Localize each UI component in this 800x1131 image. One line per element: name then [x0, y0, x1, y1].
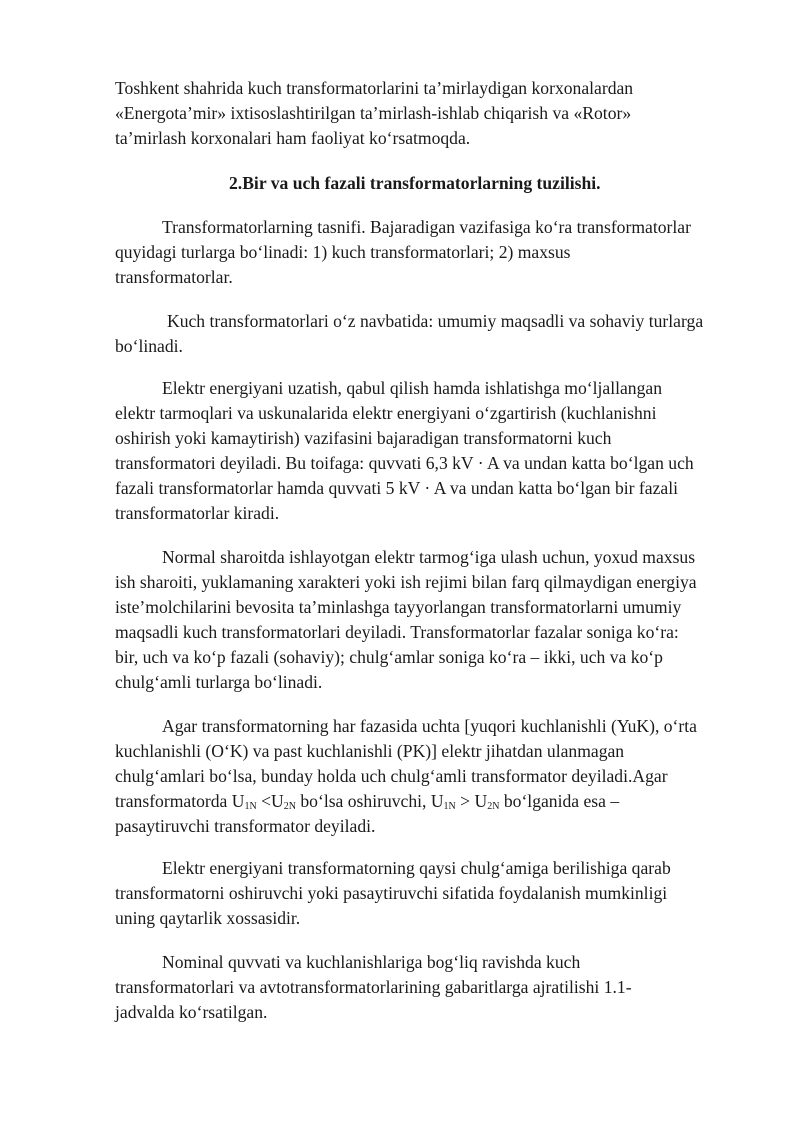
formula-text: <U: [256, 791, 284, 811]
formula-text: bo‘lganida esa –: [499, 791, 620, 811]
text-line: chulg‘amlari bo‘lsa, bunday holda uch chulg‘amli transformator deyiladi.Agar: [115, 766, 668, 786]
formula-text: > U: [455, 791, 488, 811]
text-line: bo‘linadi.: [115, 336, 183, 356]
formula-line: [115, 789, 619, 814]
text-line: Elektr energiyani uzatish, qabul qilish hamda ishlatishga mo‘ljallangan: [162, 378, 662, 398]
text-line: Normal sharoitda ishlayotgan elektr tarmog‘iga ulash uchun, yoxud maxsus: [162, 547, 696, 567]
text-line: transformatorlar.: [115, 267, 233, 287]
subscript: 2N: [283, 801, 296, 812]
text-line: iste’molchilarini bevosita ta’minlashga tayyorlangan transformatorlarni umumiy: [115, 597, 682, 617]
text-line: elektr tarmoqlari va uskunalarida elektr energiyani o‘zgartirish (kuchlanishni: [115, 403, 657, 423]
text-line: maqsadli kuch transformatorlari deyiladi. Transformatorlar fazalar soniga ko‘ra:: [115, 622, 679, 642]
text-line: oshirish yoki kamaytirish) vazifasini bajaradigan transformatorni kuch: [115, 428, 612, 448]
text-line: transformatorlar kiradi.: [115, 503, 280, 523]
text-line: Agar transformatorning har fazasida uchta [yuqori kuchlanishli (YuK), o‘rta: [162, 716, 697, 736]
subscript: 1N: [443, 801, 456, 812]
text-line: Transformatorlarning tasnifi. Bajaradigan vazifasiga ko‘ra transformatorlar: [162, 217, 691, 237]
text-line: transformatori deyiladi. Bu toifaga: quvvati 6,3 kV · A va undan katta bo‘lgan uch: [115, 453, 694, 473]
text-line: ish sharoiti, yuklamaning xarakteri yoki ish rejimi bilan farq qilmaydigan energiya: [115, 572, 697, 592]
text-line: Nominal quvvati va kuchlanishlariga bog‘liq ravishda kuch: [162, 952, 581, 972]
text-line: chulg‘amli turlarga bo‘linadi.: [115, 672, 323, 692]
text-line: Toshkent shahrida kuch transformatorlarini ta’mirlaydigan korxonalardan: [115, 78, 634, 98]
text-line: Kuch transformatorlari o‘z navbatida: umumiy maqsadli va sohaviy turlarga: [167, 311, 704, 331]
text-line: «Energota’mir» ixtisoslashtirilgan ta’mirlash-ishlab chiqarish va «Rotor»: [115, 103, 632, 123]
text-line: uning qaytarlik xossasidir.: [115, 908, 301, 928]
text-line: transformatorni oshiruvchi yoki pasaytiruvchi sifatida foydalanish mumkinligi: [115, 883, 668, 903]
text-line: kuchlanishli (O‘K) va past kuchlanishli (PK)] elektr jihatdan ulanmagan: [115, 741, 625, 761]
section-heading: 2.Bir va uch fazali transformatorlarning tuzilishi.: [229, 173, 601, 193]
subscript: 1N: [244, 801, 257, 812]
subscript: 2N: [487, 801, 500, 812]
text-line: jadvalda ko‘rsatilgan.: [115, 1002, 268, 1022]
text-line: transformatorlari va avtotransformatorlarining gabaritlarga ajratilishi 1.1-: [115, 977, 632, 997]
text-line: fazali transformatorlar hamda quvvati 5 kV · A va undan katta bo‘lgan bir fazali: [115, 478, 678, 498]
text-line: pasaytiruvchi transformator deyiladi.: [115, 816, 376, 836]
text-line: quyidagi turlarga bo‘linadi: 1) kuch transformatorlari; 2) maxsus: [115, 242, 571, 262]
formula-text: transformatorda U: [115, 791, 245, 811]
formula-text: bo‘lsa oshiruvchi, U: [295, 791, 444, 811]
text-line: ta’mirlash korxonalari ham faoliyat ko‘rsatmoqda.: [115, 128, 471, 148]
text-line: bir, uch va ko‘p fazali (sohaviy); chulg‘amlar soniga ko‘ra – ikki, uch va ko‘p: [115, 647, 663, 667]
text-line: Elektr energiyani transformatorning qaysi chulg‘amiga berilishiga qarab: [162, 858, 671, 878]
